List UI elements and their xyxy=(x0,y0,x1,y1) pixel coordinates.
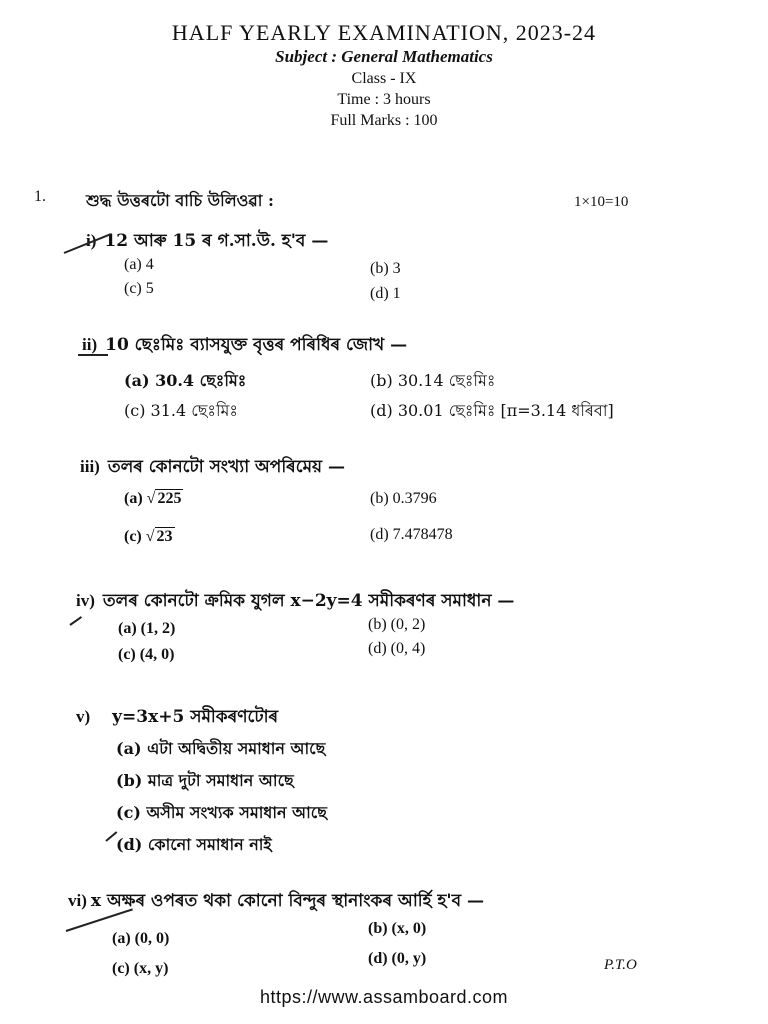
option-c: (c) অসীম সংখ্যক সমাধান আছে xyxy=(116,803,327,822)
item-number: iii) xyxy=(80,457,100,476)
website-url: https://www.assamboard.com xyxy=(259,987,509,1007)
square-root-expression: √ 225 xyxy=(146,490,182,507)
question-heading xyxy=(30,188,730,216)
option-b: (b) মাত্ৰ দুটা সমাধান আছে xyxy=(116,771,294,790)
item-stem xyxy=(82,332,407,360)
exam-subject: Subject : General Mathematics xyxy=(275,47,493,66)
option-b: (b) 30.14 ছেঃমিঃ xyxy=(370,371,496,390)
question-number: 1. xyxy=(34,188,46,205)
option-d: (d) (0, y) xyxy=(368,950,427,967)
exam-header xyxy=(0,20,768,131)
item-number: v) xyxy=(76,707,91,726)
option-d: (d) 7.478478 xyxy=(370,526,453,543)
option-a: (a) 30.4 ছেঃমিঃ xyxy=(124,371,247,390)
option-c: (c) 5 xyxy=(124,280,154,297)
item-text: x অক্ষৰ ওপৰত থকা কোনো বিন্দুৰ স্থানাংকৰ আৰ্হি হ'ব — xyxy=(90,891,485,911)
option-c: (c) (4, 0) xyxy=(118,646,175,663)
item-stem xyxy=(86,228,328,256)
item-stem xyxy=(80,454,345,482)
option-a xyxy=(124,490,183,508)
radicand: 23 xyxy=(156,528,173,545)
item-number: ii) xyxy=(82,335,98,354)
exam-class: Class - IX xyxy=(351,70,417,87)
item-number: iv) xyxy=(76,591,95,610)
question-instruction: শুদ্ধ উত্তৰটো বাচি উলিওৱা : xyxy=(86,191,274,210)
square-root-expression: √ 23 xyxy=(145,528,173,545)
item-number: i) xyxy=(86,231,97,250)
option-a: (a) (1, 2) xyxy=(118,620,176,637)
item-stem xyxy=(68,888,484,916)
option-a: (a) 4 xyxy=(124,256,154,273)
option-d: (d) (0, 4) xyxy=(368,640,426,657)
item-text: y=3x+5 সমীকৰণটোৰ xyxy=(112,707,279,727)
exam-time: Time : 3 hours xyxy=(337,91,431,108)
option-b: (b) (0, 2) xyxy=(368,616,426,633)
option-label: (a) xyxy=(124,490,143,507)
item-text: 12 আৰু 15 ৰ গ.সা.উ. হ'ব — xyxy=(104,231,329,251)
item-stem xyxy=(76,588,514,616)
option-d: (d) 1 xyxy=(370,285,401,302)
question-marks: 1×10=10 xyxy=(574,194,629,210)
page-turn-note: P.T.O xyxy=(604,957,637,973)
pen-underline-mark xyxy=(78,354,108,356)
option-c xyxy=(124,528,175,546)
item-stem xyxy=(76,704,278,732)
item-text: তলৰ কোনটো ক্ৰমিক যুগল x−2y=4 সমীকৰণৰ সমাধান — xyxy=(102,591,515,611)
item-text: তলৰ কোনটো সংখ্যা অপৰিমেয় — xyxy=(107,457,345,477)
pen-tick-mark xyxy=(69,616,82,626)
item-number: vi) xyxy=(68,891,87,910)
exam-title: HALF YEARLY EXAMINATION, 2023-24 xyxy=(171,20,597,45)
item-text: 10 ছেঃমিঃ ব্যাসযুক্ত বৃত্তৰ পৰিধিৰ জোখ — xyxy=(105,335,408,355)
option-d: (d) 30.01 ছেঃমিঃ [π=3.14 ধৰিবা] xyxy=(370,401,614,420)
option-b: (b) 0.3796 xyxy=(370,490,437,507)
option-b: (b) 3 xyxy=(370,260,401,277)
radicand: 225 xyxy=(157,490,182,507)
option-label: (c) xyxy=(124,528,142,545)
option-b: (b) (x, 0) xyxy=(368,920,427,937)
option-d: (d) কোনো সমাধান নাই xyxy=(116,835,272,854)
option-c: (c) (x, y) xyxy=(112,960,169,977)
exam-full-marks: Full Marks : 100 xyxy=(330,112,438,129)
option-a: (a) (0, 0) xyxy=(112,930,170,947)
option-a: (a) এটা অদ্বিতীয় সমাধান আছে xyxy=(116,739,326,758)
option-c: (c) 31.4 ছেঃমিঃ xyxy=(124,401,238,420)
